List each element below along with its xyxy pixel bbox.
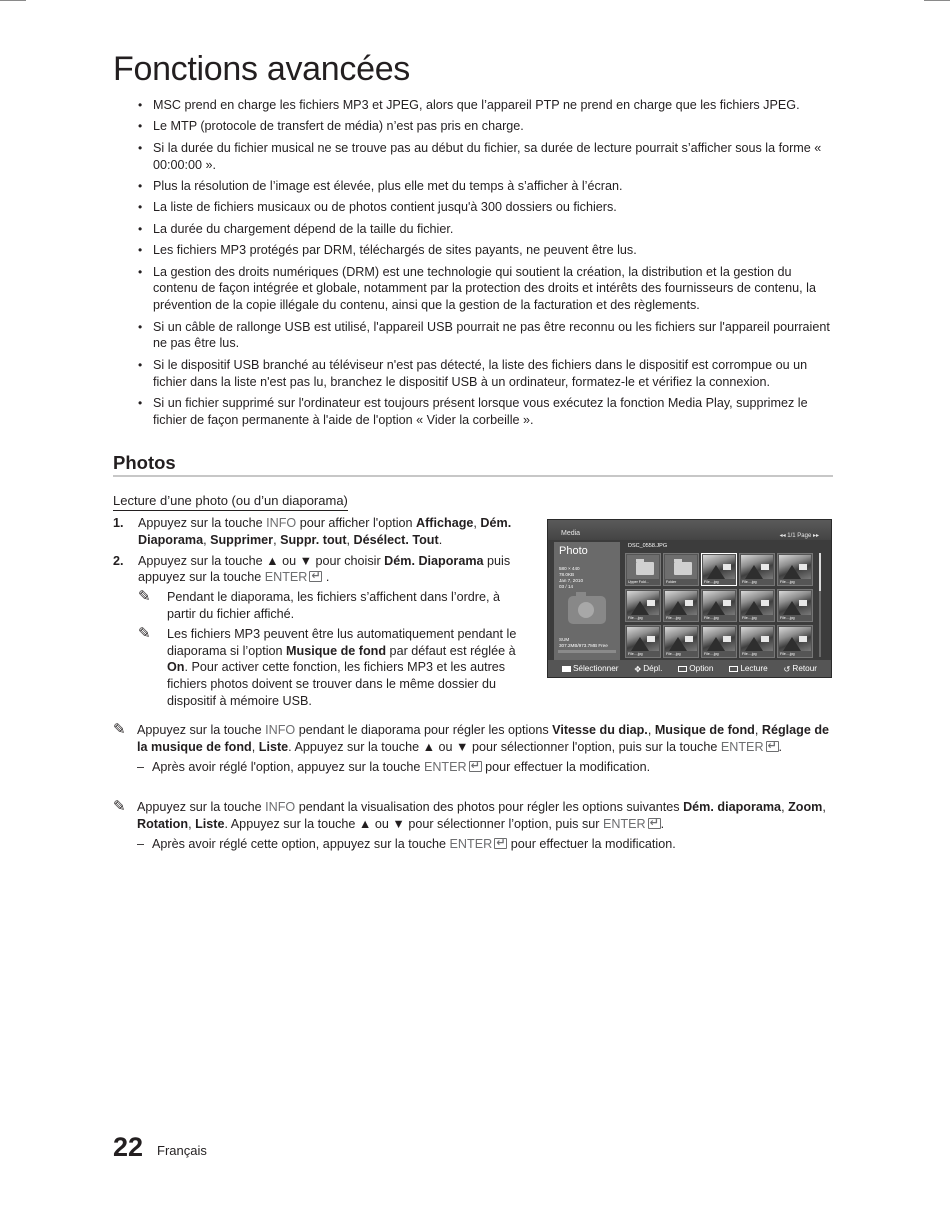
move-arrows-icon: ✥ [634, 664, 642, 674]
photo-thumbnail-image [741, 555, 773, 579]
camera-icon [568, 596, 606, 624]
tv-thumbnail-caption: File....jpg [704, 580, 719, 584]
bullet-item: • La gestion des droits numériques (DRM) est une technologie qui soutient la création, la distribution et la gestion du contenu de façon intégrée et globale, notamment par la protection des droits et intérêts des fournisseurs de contenu, la prévention de la copie illégale du contenu, ainsi que la gestion de la facturation et des règlements. [138, 264, 838, 314]
bullet-item: • Les fichiers MP3 protégés par DRM, téléchargés de sites payants, ne peuvent être lus. [138, 242, 838, 259]
option-name: Liste [258, 739, 289, 754]
step-text: puis appuyez sur la touche [138, 553, 511, 585]
separator: , [273, 532, 281, 547]
tv-thumbnail-caption: File....jpg [780, 580, 795, 584]
option-value: On [167, 660, 185, 675]
separator: , [822, 800, 826, 814]
tip-block [113, 799, 833, 852]
tv-info-line: 03 / 14 [559, 584, 574, 589]
photo-thumbnail-image [741, 627, 773, 651]
tv-panel-title: Photo [559, 545, 588, 557]
dash-mark: – [137, 836, 145, 851]
tv-option-hint [678, 664, 713, 673]
step-text: Appuyez sur la touche ▲ ou ▼ pour choisir [138, 553, 385, 568]
option-name: Dém. Diaporama [138, 516, 512, 547]
photo-thumbnail-image [779, 591, 811, 615]
bullet-item: • Si le dispositif USB branché au téléviseur n'est pas détecté, la liste des fichiers dans le dispositif est corrompue ou un fichier dans la liste n'est pas lu, branchez le dispositif USB à un ordinateur, formatez-le et vérifiez la connexion. [138, 357, 838, 391]
tv-thumbnail-caption: File....jpg [704, 652, 719, 656]
option-name: Musique de fond [286, 643, 387, 658]
page-title: Fonctions avancées [113, 50, 410, 88]
info-key-label: INFO [265, 800, 296, 814]
tools-button-icon [678, 666, 687, 672]
return-icon: ↺ [783, 664, 791, 674]
note-text: Pendant le diaporama, les fichiers s’affichent dans l’ordre, à partir du fichier affiché. [167, 590, 500, 621]
enter-key-label: ENTER [264, 570, 308, 585]
photo-thumbnail-image [665, 627, 697, 651]
tv-select-label: Sélectionner [572, 664, 619, 673]
bullet-item: • Si un câble de rallonge USB est utilisé, l'appareil USB pourrait ne pas être reconnu ou les fichiers sur l'appareil pourraient ne pas être lus. [138, 319, 838, 353]
tv-thumbnail-caption: File....jpg [780, 616, 795, 620]
step-number: 1. [113, 516, 124, 530]
separator: , [346, 532, 354, 547]
tv-thumbnail-grid [625, 553, 817, 657]
tv-move-label: Dépl. [643, 664, 663, 673]
tv-thumbnail-caption: File....jpg [780, 652, 795, 656]
notes-bullet-list [138, 97, 838, 433]
option-name: Supprimer [210, 532, 274, 547]
step-item [113, 553, 528, 710]
separator: , [251, 739, 259, 754]
tv-info-line: 78.0KB [559, 572, 575, 577]
tv-thumbnail [625, 553, 661, 586]
tv-media-label: Media [561, 530, 581, 537]
punct: . [322, 570, 330, 585]
tv-thumbnail-caption: Upper Fold... [628, 580, 649, 584]
tv-thumbnail [625, 589, 661, 622]
option-name: Dém. diaporama [683, 800, 782, 814]
enter-key-label: ENTER [602, 816, 646, 831]
option-name: Réglage de la musique de fond [137, 723, 830, 754]
step-text: Appuyez sur la touche [138, 516, 267, 530]
tip-sub-item [113, 759, 833, 776]
tip-text: . Appuyez sur la touche ▲ ou ▼ pour sélectionner l'option, puis sur la touche [288, 739, 721, 754]
enter-icon [494, 838, 507, 849]
tip-text: . Appuyez sur la touche ▲ ou ▼ pour sélectionner l’option, puis sur [224, 816, 603, 831]
enter-key-label: ENTER [720, 739, 764, 754]
separator: , [203, 532, 211, 547]
bullet-item: • Si la durée du fichier musical ne se trouve pas au début du fichier, sa durée de lecture pourrait s’afficher sous la forme « 00:00:00 ». [138, 140, 838, 174]
tv-page-indicator: ◂◂ 1/1 Page ▸▸ [779, 533, 819, 539]
tv-info-line: 580 × 440 [559, 566, 580, 571]
bullet-item: • Si un fichier supprimé sur l'ordinateur est toujours présent lorsque vous exécutez la fonction Media Play, supprimez le fichier de façon permanente à l'aide de l'option « Vider la corbeille ». [138, 395, 838, 429]
note-text: par défaut est réglée à [386, 643, 516, 658]
crop-mark-left [0, 0, 26, 1]
option-name: Rotation [137, 816, 189, 831]
tip-block [113, 722, 833, 775]
info-key-label: INFO [266, 516, 297, 530]
tv-thumbnail [739, 625, 775, 658]
tv-thumbnail-caption: File....jpg [666, 652, 681, 656]
tv-media-play-screenshot [547, 519, 832, 678]
option-name: Affichage [416, 516, 474, 530]
bullet-item: • MSC prend en charge les fichiers MP3 et JPEG, alors que l’appareil PTP ne prend en charge que les fichiers JPEG. [138, 97, 838, 114]
steps-list [113, 515, 528, 714]
tip-text: pour effectuer la modification. [481, 759, 651, 774]
option-name: Suppr. tout [280, 532, 347, 547]
punct: . [438, 532, 443, 547]
punct: . [660, 816, 665, 831]
photo-thumbnail-image [741, 591, 773, 615]
tv-button-bar [548, 660, 831, 677]
separator: , [754, 723, 762, 737]
tv-thumbnail-caption: File....jpg [704, 616, 719, 620]
pencil-note-icon: ✎ [113, 721, 126, 738]
tv-thumbnail-caption: File....jpg [742, 580, 757, 584]
tv-move-hint [634, 664, 662, 674]
bullet-item: • La durée du chargement dépend de la taille du fichier. [138, 221, 838, 238]
tip-text: Après avoir réglé l'option, appuyez sur la touche [152, 759, 424, 774]
tip-item [113, 799, 833, 833]
tv-thumbnail [739, 589, 775, 622]
tv-thumbnail-caption: Folder [666, 580, 677, 584]
enter-icon [729, 666, 738, 672]
tv-select-hint [562, 664, 619, 673]
pencil-note-icon: ✎ [138, 588, 151, 606]
tv-info-line: Jan 7, 2010 [559, 578, 584, 583]
tip-text: pendant le diaporama pour régler les options [295, 723, 553, 737]
note-text: Les fichiers MP3 peuvent être lus automatiquement pendant le diaporama si l’option [167, 626, 517, 658]
note-item [138, 626, 528, 710]
enter-icon [309, 571, 322, 582]
section-divider [113, 475, 833, 477]
option-name: Dém. Diaporama [384, 553, 484, 568]
photo-thumbnail-image [627, 591, 659, 615]
tv-thumbnail-caption: File....jpg [742, 616, 757, 620]
tip-text: Appuyez sur la touche [137, 800, 266, 814]
page-number: 22 [113, 1132, 144, 1162]
crop-mark-right [924, 0, 950, 1]
tv-thumbnail [739, 553, 775, 586]
photo-thumbnail-image [703, 627, 735, 651]
folder-icon [665, 555, 697, 579]
photo-thumbnail-image [703, 591, 735, 615]
punct: . [778, 739, 783, 754]
option-name: Désélect. Tout [353, 532, 439, 547]
option-name: Zoom [788, 800, 823, 814]
separator: , [473, 516, 481, 530]
dash-mark: – [137, 759, 145, 774]
enter-icon [766, 741, 779, 752]
enter-icon [648, 818, 661, 829]
tv-thumbnail [625, 625, 661, 658]
tv-play-label: Lecture [740, 664, 768, 673]
tv-sum-label: SUM [559, 637, 570, 642]
tv-thumbnail-caption: File....jpg [742, 652, 757, 656]
option-name: Vitesse du diap. [552, 723, 648, 737]
photo-thumbnail-image [779, 555, 811, 579]
page-language: Français [157, 1143, 207, 1158]
tv-option-label: Option [689, 664, 714, 673]
folder-icon [627, 555, 659, 579]
tv-thumbnail [701, 553, 737, 586]
tv-storage-bar [558, 650, 616, 653]
separator: , [188, 816, 196, 831]
tv-back-hint [784, 664, 817, 674]
tip-text: pour effectuer la modification. [507, 836, 676, 851]
separator: , [781, 800, 789, 814]
photo-thumbnail-image [703, 555, 735, 579]
enter-key-label: ENTER [449, 836, 493, 851]
tv-selected-file-name: DSC_0558.JPG [628, 543, 668, 549]
tv-play-hint [729, 664, 767, 673]
tv-thumbnail [777, 589, 813, 622]
subheading-photo-playback: Lecture d’une photo (ou d’un diaporama) [113, 492, 348, 511]
tv-thumbnail-caption: File....jpg [628, 652, 643, 656]
option-name: Musique de fond [654, 723, 755, 737]
note-text: . Pour activer cette fonction, les fichiers MP3 et les autres fichiers photos doivent se trouver dans le même dossier du dispositif à mémoire USB. [167, 660, 506, 708]
photo-thumbnail-image [665, 591, 697, 615]
tv-info-panel [554, 542, 620, 664]
tip-item [113, 722, 833, 756]
tv-storage-info [559, 637, 608, 649]
tv-thumbnail-caption: File....jpg [666, 616, 681, 620]
tv-thumbnail [777, 625, 813, 658]
pencil-note-icon: ✎ [113, 798, 126, 815]
bullet-item: • La liste de fichiers musicaux ou de photos contient jusqu'à 300 dossiers ou fichiers. [138, 199, 838, 216]
tv-thumbnail [663, 553, 699, 586]
tip-text: Après avoir réglé cette option, appuyez sur la touche [152, 836, 450, 851]
separator: , [647, 723, 655, 737]
step-item [113, 515, 528, 549]
tv-back-label: Retour [792, 664, 817, 673]
tip-text: pendant la visualisation des photos pour régler les options suivantes [295, 800, 684, 814]
bullet-item: • Plus la résolution de l’image est élevée, plus elle met du temps à s’afficher à l’écran. [138, 178, 838, 195]
tv-thumbnail [663, 625, 699, 658]
tv-scrollbar [819, 553, 821, 657]
photo-thumbnail-image [779, 627, 811, 651]
option-name: Liste [195, 816, 225, 831]
step-text: pour afficher l'option [296, 516, 417, 530]
select-button-icon [562, 666, 571, 672]
tv-thumbnail [701, 625, 737, 658]
pencil-note-icon: ✎ [138, 624, 151, 642]
info-key-label: INFO [265, 723, 296, 737]
tv-storage-free: 307.2MB/973.7MB Free [559, 643, 608, 648]
tv-file-info [559, 566, 583, 590]
tip-sub-item [113, 836, 833, 853]
note-item [138, 589, 528, 623]
tip-text: Appuyez sur la touche [137, 723, 266, 737]
tv-thumbnail [663, 589, 699, 622]
enter-icon [469, 761, 482, 772]
photo-thumbnail-image [627, 627, 659, 651]
section-heading-photos: Photos [113, 452, 176, 473]
enter-key-label: ENTER [423, 759, 467, 774]
tv-thumbnail [777, 553, 813, 586]
tv-thumbnail [701, 589, 737, 622]
bullet-item: • Le MTP (protocole de transfert de média) n’est pas pris en charge. [138, 118, 838, 135]
tv-thumbnail-caption: File....jpg [628, 616, 643, 620]
step-number: 2. [113, 553, 124, 568]
